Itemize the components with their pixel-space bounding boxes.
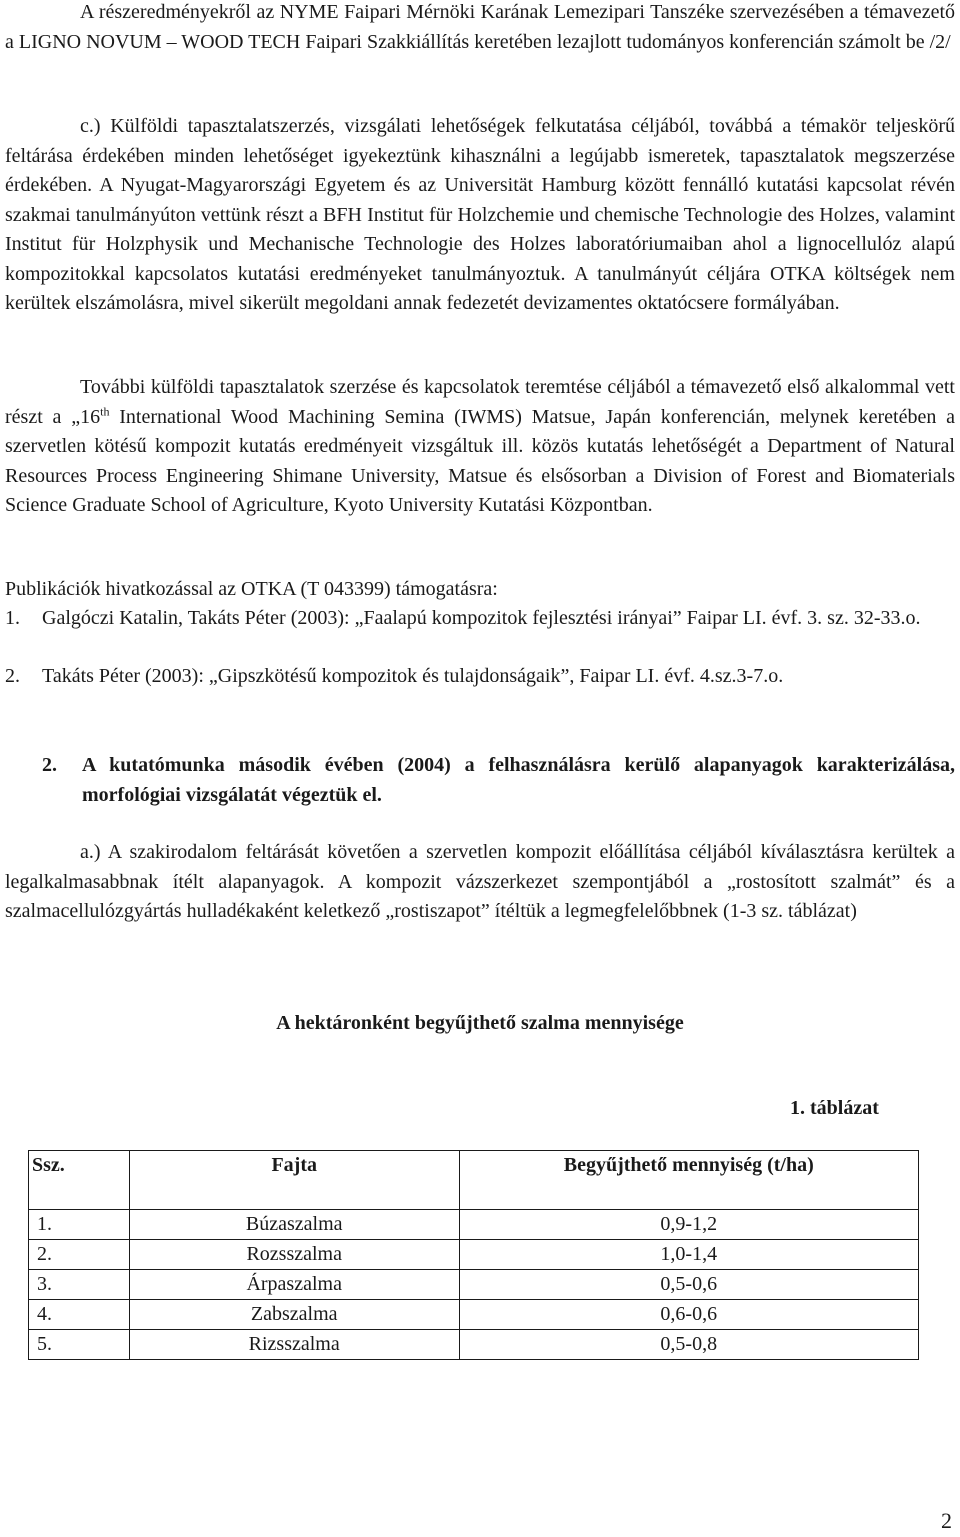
table-row: [29, 1210, 919, 1240]
cell-fajta: Rizsszalma: [129, 1330, 459, 1360]
p3-text-after: International Wood Machining Semina (IWMS) Matsue, Japán konferencián, melynek keretében a szervetlen kötésű kompozit kutatás eredményeit vizsgáltuk ill. közös kutatás lehetőségét a Department of Natural Resources Process Engineering Shimane University, Matsue és elsősorban a Division of Forest and Biomaterials Science Graduate School of Agriculture, Kyoto University Kutatási Központban.: [5, 405, 955, 516]
publication-number: 2.: [5, 665, 20, 687]
cell-fajta: Búzaszalma: [129, 1210, 459, 1240]
table-row: [29, 1240, 919, 1270]
table-label: 1. táblázat: [790, 1097, 879, 1119]
cell-fajta: Rozsszalma: [129, 1240, 459, 1270]
cell-quantity: 1,0-1,4: [459, 1240, 918, 1270]
cell-ssz: 5.: [29, 1330, 130, 1360]
section-heading: [5, 751, 955, 810]
cell-quantity: 0,9-1,2: [459, 1210, 918, 1240]
publications-heading: Publikációk hivatkozással az OTKA (T 043399) támogatásra:: [5, 578, 498, 600]
table-row: [29, 1300, 919, 1330]
cell-quantity: 0,5-0,8: [459, 1330, 918, 1360]
superscript-th: th: [100, 403, 110, 418]
publication-text: Galgóczi Katalin, Takáts Péter (2003): „Faalapú kompozitok fejlesztési irányai” Faipar LI. évf. 3. sz. 32-33.o.: [42, 607, 921, 629]
header-ssz: Ssz.: [29, 1151, 130, 1210]
paragraph-raw-materials: a.) A szakirodalom feltárását követően a szervetlen kompozit előállítása céljából kíválasztásra kerültek a legalkalmasabbnak ítélt alapanyagok. A kompozit vázszerkezet szempontjából a „rostosított szalmát” és a szalmacellulózgyártás hulladékaként keletkező „rostiszapot” ítéltük a legmegfelelőbbnek (1-3 sz. táblázat): [5, 841, 955, 922]
cell-fajta: Árpaszalma: [129, 1270, 459, 1300]
cell-quantity: 0,5-0,6: [459, 1270, 918, 1300]
paragraph-foreign-experience: c.) Külföldi tapasztalatszerzés, vizsgálati lehetőségek felkutatása céljából, továbbá a témakör teljeskörű feltárása érdekében minden lehetőséget igyekeztünk kihasználni a legújabb ismeretek, tapasztalatok megszerzése érdekében. A Nyugat-Magyarországi Egyetem és az Universität Hamburg között fennálló kutatási kapcsolat révén szakmai tanulmányúton vettünk részt a BFH Institut für Holzchemie und chemische Technologie des Holzes, valamint Institut für Holzphysik und Mechanische Technologie des Holzes laboratóriumaiban ahol a lignocellulóz alapú kompozitokkal kapcsolatos kutatási eredményeket tanulmányoztuk. A tanulmányút céljára OTKA költségek nem kerültek elszámolásra, mivel sikerült megoldani annak fedezetét devizamentes oktatócsere formályában.: [5, 115, 955, 314]
straw-quantity-table: [28, 1150, 919, 1360]
cell-ssz: 1.: [29, 1210, 130, 1240]
table-row: [29, 1270, 919, 1300]
page-number: 2: [941, 1508, 952, 1533]
header-quantity: Begyűjthető mennyiség (t/ha): [459, 1151, 918, 1210]
paragraph-further-experience: [5, 373, 955, 521]
publication-text: Takáts Péter (2003): „Gipszkötésű kompozitok és tulajdonságaik”, Faipar LI. évf. 4.sz.3-7.o.: [42, 665, 784, 687]
cell-ssz: 4.: [29, 1300, 130, 1330]
section-title: A kutatómunka második évében (2004) a felhasználásra kerülő alapanyagok karakterizálása, morfológiai vizsgálatát végeztük el.: [82, 754, 955, 806]
table-header-row: [29, 1151, 919, 1210]
cell-quantity: 0,6-0,6: [459, 1300, 918, 1330]
publication-number: 1.: [5, 607, 20, 629]
cell-ssz: 2.: [29, 1240, 130, 1270]
header-fajta: Fajta: [129, 1151, 459, 1210]
paragraph-conference-report: A részeredményekről az NYME Faipari Mérnöki Karának Lemezipari Tanszéke szervezésében a témavezető a LIGNO NOVUM – WOOD TECH Faipari Szakkiállítás keretében lezajlott tudományos konferencián számolt be /2/: [5, 1, 955, 53]
table-title: A hektáronként begyűjthető szalma mennyisége: [276, 1012, 684, 1034]
section-number: 2.: [42, 754, 57, 776]
cell-fajta: Zabszalma: [129, 1300, 459, 1330]
publication-item: [5, 604, 955, 634]
publication-item: [5, 662, 955, 692]
table-row: [29, 1330, 919, 1360]
p3-text-before: További külföldi tapasztalatok szerzése és kapcsolatok teremtése céljából a témavezető első alkalommal vett részt a „16: [5, 376, 955, 428]
cell-ssz: 3.: [29, 1270, 130, 1300]
